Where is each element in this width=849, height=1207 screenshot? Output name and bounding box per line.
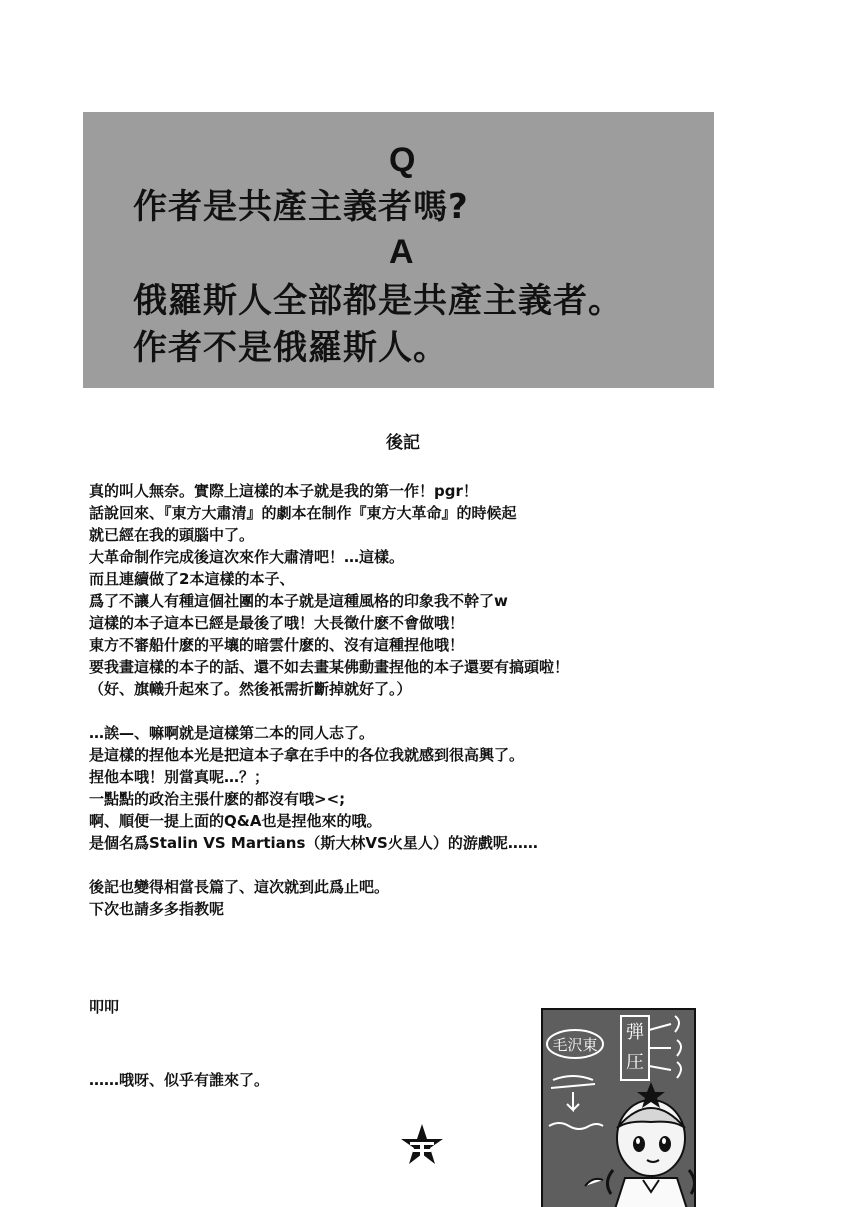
qa-answer-line-1: 俄羅斯人全部都是共產主義者。 (133, 281, 623, 321)
afterword-line: 爲了不讓人有種這個社團的本子就是這種風格的印象我不幹了w (89, 592, 508, 610)
afterword-line: 下次也請多多指教呢 (89, 900, 225, 918)
afterword-line: 後記也變得相當長篇了、這次就到此爲止吧。 (89, 878, 390, 896)
closing-line: ……哦呀、似乎有誰來了。 (89, 1071, 270, 1089)
afterword-line: 是個名爲Stalin VS Martians（斯大林VS火星人）的游戲呢…… (89, 834, 538, 852)
afterword-line: 捏他本哦！別當真呢…？； (89, 768, 270, 786)
cartoon-board-char-1: 弾 (626, 1022, 644, 1043)
star-emblem-icon (398, 1122, 446, 1170)
afterword-line: 要我畫這樣的本子的話、還不如去畫某佛動畫捏他的本子還要有搞頭啦！ (89, 658, 570, 676)
qa-a-label: A (389, 233, 414, 271)
afterword-line: 是這樣的捏他本光是把這本子拿在手中的各位我就感到很高興了。 (89, 746, 525, 764)
afterword-line: 一點點的政治主張什麽的都沒有哦><; (89, 790, 346, 808)
afterword-line: 啊、順便一提上面的Q&A也是捏他來的哦。 (89, 812, 382, 830)
afterword-title: 後記 (386, 433, 420, 453)
cartoon-panel (541, 1008, 696, 1207)
signature: 叩叩 (89, 998, 120, 1016)
qa-answer-line-2: 作者不是俄羅斯人。 (133, 328, 448, 368)
afterword-body (89, 480, 789, 920)
qa-box (83, 112, 714, 388)
paragraph-gap (89, 700, 789, 722)
afterword-line: 東方不審船什麽的平壤的暗雲什麽的、沒有這種捏他哦！ (89, 636, 465, 654)
qa-question: 作者是共產主義者嗎? (133, 187, 469, 227)
afterword-line: 就已經在我的頭腦中了。 (89, 526, 255, 544)
afterword-line: 這樣的本子這本已經是最後了哦！大長徵什麽不會做哦！ (89, 614, 465, 632)
qa-q-label: Q (389, 141, 416, 179)
afterword-line: （好、旗幟升起來了。然後衹需折斷掉就好了。） (89, 680, 412, 698)
afterword-line: 話說回來、『東方大肅清』的劇本在制作『東方大革命』的時候起 (89, 504, 517, 522)
afterword-line: 大革命制作完成後這次來作大肅清吧！…這樣。 (89, 548, 405, 566)
paragraph-gap (89, 854, 789, 876)
cartoon-name-tag: 毛沢東 (552, 1036, 598, 1054)
afterword-line: 而且連續做了2本這樣的本子、 (89, 570, 295, 588)
cartoon-board-char-2: 圧 (626, 1052, 644, 1073)
afterword-line: …誒—、嘛啊就是這樣第二本的同人志了。 (89, 724, 375, 742)
afterword-line: 真的叫人無奈。實際上這樣的本子就是我的第一作！pgr！ (89, 482, 478, 500)
